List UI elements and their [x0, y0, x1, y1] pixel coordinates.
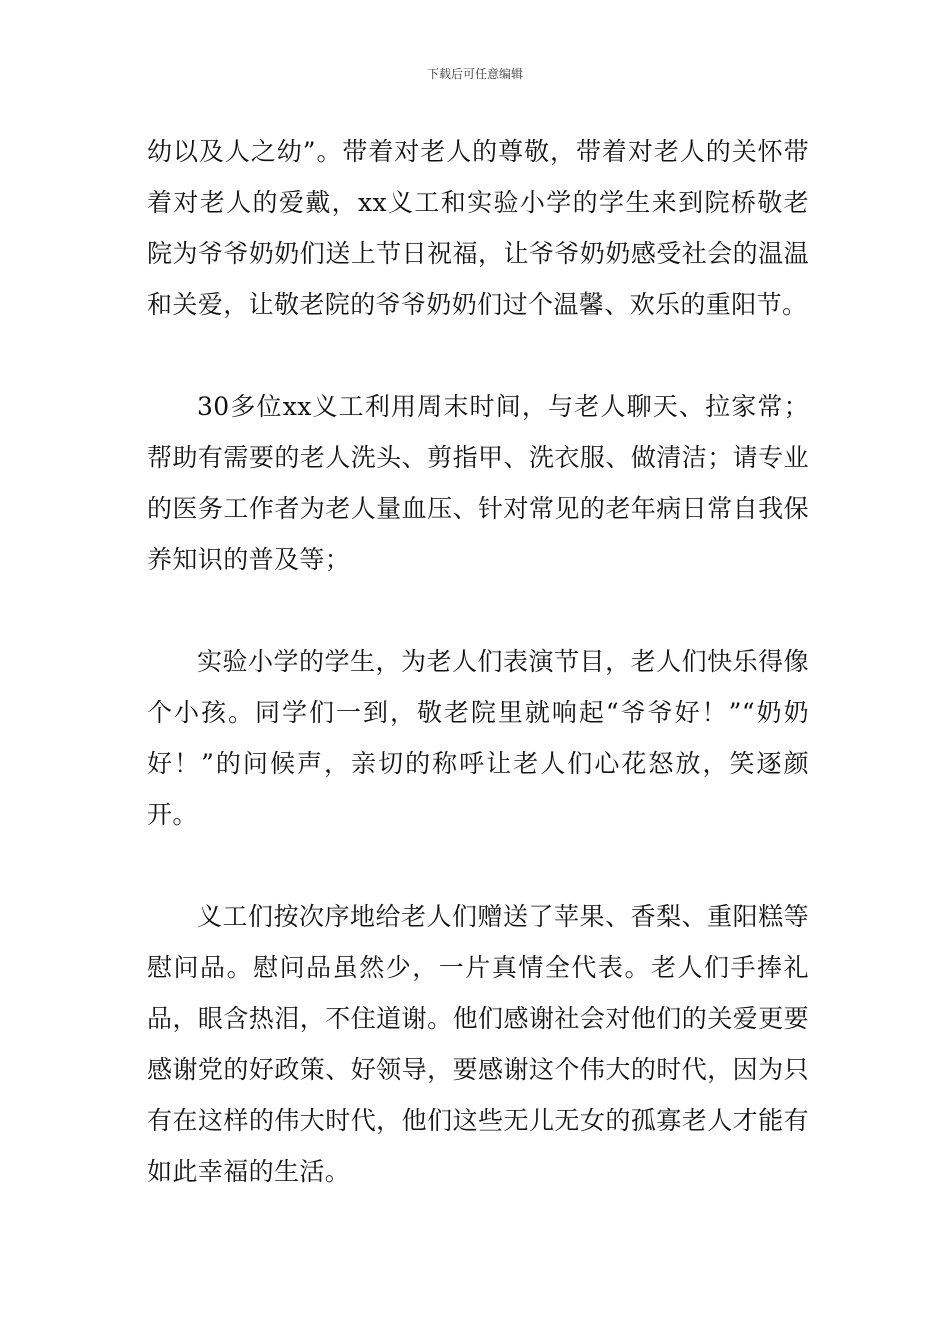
page-header: 下载后可任意编辑	[426, 67, 523, 81]
paragraph-continuation: 幼以及人之幼”。带着对老人的尊敬，带着对老人的关怀带着对老人的爱戴，xx义工和实验小学的学生来到院桥敬老院为爷爷奶奶们送上节日祝福，让爷爷奶奶感受社会的温温和关爱，让敬老院的爷爷奶奶们过个温馨、欢乐的重阳节。	[147, 137, 809, 319]
paragraph-students: 实验小学的学生，为老人们表演节目，老人们快乐得像个小孩。同学们一到，敬老院里就响起“爷爷好！”“奶奶好！”的问候声，亲切的称呼让老人们心花怒放，笑逐颜开。	[147, 647, 809, 829]
paragraph-gifts: 义工们按次序地给老人们赠送了苹果、香梨、重阳糕等慰问品。慰问品虽然少，一片真情全代表。老人们手捧礼品，眼含热泪，不住道谢。他们感谢社会对他们的关爱更要感谢党的好政策、好领导，要感谢这个伟大的时代，因为只有在这样的伟大时代，他们这些无儿无女的孤寡老人才能有如此幸福的生活。	[147, 902, 809, 1186]
document-body	[147, 126, 809, 1197]
paragraph-volunteers: 30多位xx义工利用周末时间，与老人聊天、拉家常；帮助有需要的老人洗头、剪指甲、洗衣服、做清洁；请专业的医务工作者为老人量血压、针对常见的老年病日常自我保养知识的普及等；	[147, 392, 809, 574]
